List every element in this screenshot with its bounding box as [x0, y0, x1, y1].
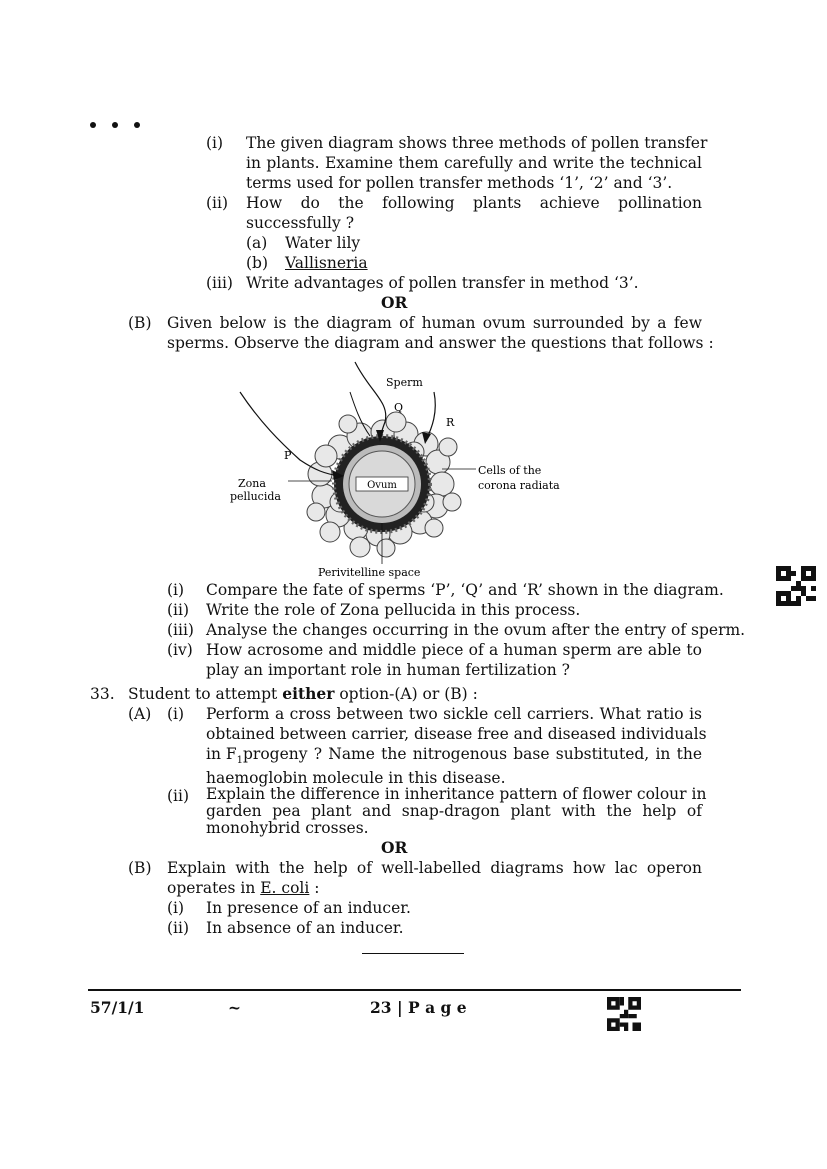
q32a-ii-a-text: Water lily: [285, 234, 361, 252]
q32a-i-line1: The given diagram shows three methods of pollen transfer: [246, 134, 708, 152]
label-sperm: Sperm: [386, 376, 423, 389]
q32b-i-text: Compare the fate of sperms ‘P’, ‘Q’ and ‘R’ shown in the diagram.: [206, 581, 724, 599]
q32a-i-num: (i): [206, 134, 224, 152]
q32a-ii-a-num: (a): [246, 234, 268, 252]
q33-b-line1: Explain with the help of well-labelled diagrams how lac operon: [167, 859, 702, 877]
q32b-iii-num: (iii): [167, 621, 194, 639]
or-divider-2: OR: [381, 838, 408, 857]
q32a-i-line2: in plants. Examine them carefully and write the technical: [246, 154, 702, 172]
q33-a-i-line3-f: in $F_1$: [206, 745, 243, 767]
q32b-line2: sperms. Observe the diagram and answer the questions that follows :: [167, 334, 714, 352]
label-perivitelline: Perivitelline space: [318, 566, 421, 579]
qr-code-side: [776, 566, 816, 606]
label-r: R: [446, 416, 455, 429]
label-zona-2: pellucida: [230, 490, 281, 503]
q32a-ii-line2: successfully ?: [246, 214, 355, 232]
ovum-diagram: [220, 352, 580, 584]
q33-intro: [128, 684, 478, 704]
q33-a-ii-num: (ii): [167, 787, 190, 805]
q33-a-i-num: (i): [167, 705, 185, 723]
q32b-ii-num: (ii): [167, 601, 190, 619]
q33-b-i-text: In presence of an inducer.: [206, 899, 411, 917]
q33-a-i-line2: obtained between carrier, disease free and diseased individuals: [206, 725, 707, 743]
label-cells-2: corona radiata: [478, 479, 560, 492]
footer-page: 23 | P a g e: [370, 998, 467, 1017]
label-cells-1: Cells of the: [478, 464, 542, 477]
ovum-label: Ovum: [367, 480, 397, 491]
page-number: 23: [370, 998, 392, 1017]
label-p: P: [284, 449, 292, 462]
q33-b-line2: operates in E. coli :: [167, 879, 320, 897]
e-coli: E. coli: [260, 879, 310, 897]
q32a-ii-b-num: (b): [246, 254, 269, 272]
q32b-iv-line1: How acrosome and middle piece of a human sperm are able to: [206, 641, 702, 659]
q33-intro-either: either: [282, 684, 335, 703]
q33-b-num: (B): [128, 859, 152, 877]
q32b-num: (B): [128, 314, 152, 332]
q32a-iii-text: Write advantages of pollen transfer in method ‘3’.: [246, 274, 639, 292]
q33-intro-b: option-(A) or (B) :: [334, 685, 478, 703]
q33-a-ii-line3: monohybrid crosses.: [206, 819, 369, 837]
q32a-i-line3: terms used for pollen transfer methods ‘1’, ‘2’ and ‘3’.: [246, 174, 673, 192]
q33-a-num: (A): [128, 705, 152, 723]
q33-a-i-line4: haemoglobin molecule in this disease.: [206, 769, 506, 787]
q33-num: 33.: [90, 685, 115, 703]
footer-tilde: ~: [228, 998, 241, 1017]
q33-b-i-num: (i): [167, 899, 185, 917]
q32a-iii-num: (iii): [206, 274, 233, 292]
label-zona-1: Zona: [238, 477, 266, 490]
q32b-iv-line2: play an important role in human fertilization ?: [206, 661, 570, 679]
end-rule: [362, 953, 464, 954]
q32b-line1: Given below is the diagram of human ovum surrounded by a few: [167, 314, 702, 332]
q33-a-i-line1: Perform a cross between two sickle cell carriers. What ratio is: [206, 705, 702, 723]
q33-b-ii-text: In absence of an inducer.: [206, 919, 404, 937]
footer-rule: [88, 989, 741, 991]
q32a-ii-num: (ii): [206, 194, 229, 212]
q32a-ii-b-text: Vallisneria: [285, 254, 368, 272]
q32a-ii-line1: How do the following plants achieve pollination: [246, 194, 702, 212]
q32b-iv-num: (iv): [167, 641, 193, 659]
page-word: P a g e: [408, 998, 467, 1017]
or-divider-1: OR: [381, 293, 408, 312]
q33-intro-a: Student to attempt: [128, 685, 283, 703]
q33-a-ii-line1: Explain the difference in inheritance pattern of flower colour in: [206, 785, 707, 803]
qr-code-footer: [607, 997, 641, 1031]
q33-a-i-line3-rest: progeny ? Name the nitrogenous base substituted, in the: [243, 745, 702, 763]
q32b-iii-text: Analyse the changes occurring in the ovum after the entry of sperm.: [206, 621, 746, 639]
q32b-i-num: (i): [167, 581, 185, 599]
label-q: Q: [394, 401, 404, 414]
q33-b-ii-num: (ii): [167, 919, 190, 937]
q32b-ii-text: Write the role of Zona pellucida in this process.: [206, 601, 581, 619]
header-dots: [90, 114, 156, 132]
q33-a-ii-line2: garden pea plant and snap-dragon plant with the help of: [206, 802, 702, 820]
footer-code: 57/1/1: [90, 998, 145, 1017]
